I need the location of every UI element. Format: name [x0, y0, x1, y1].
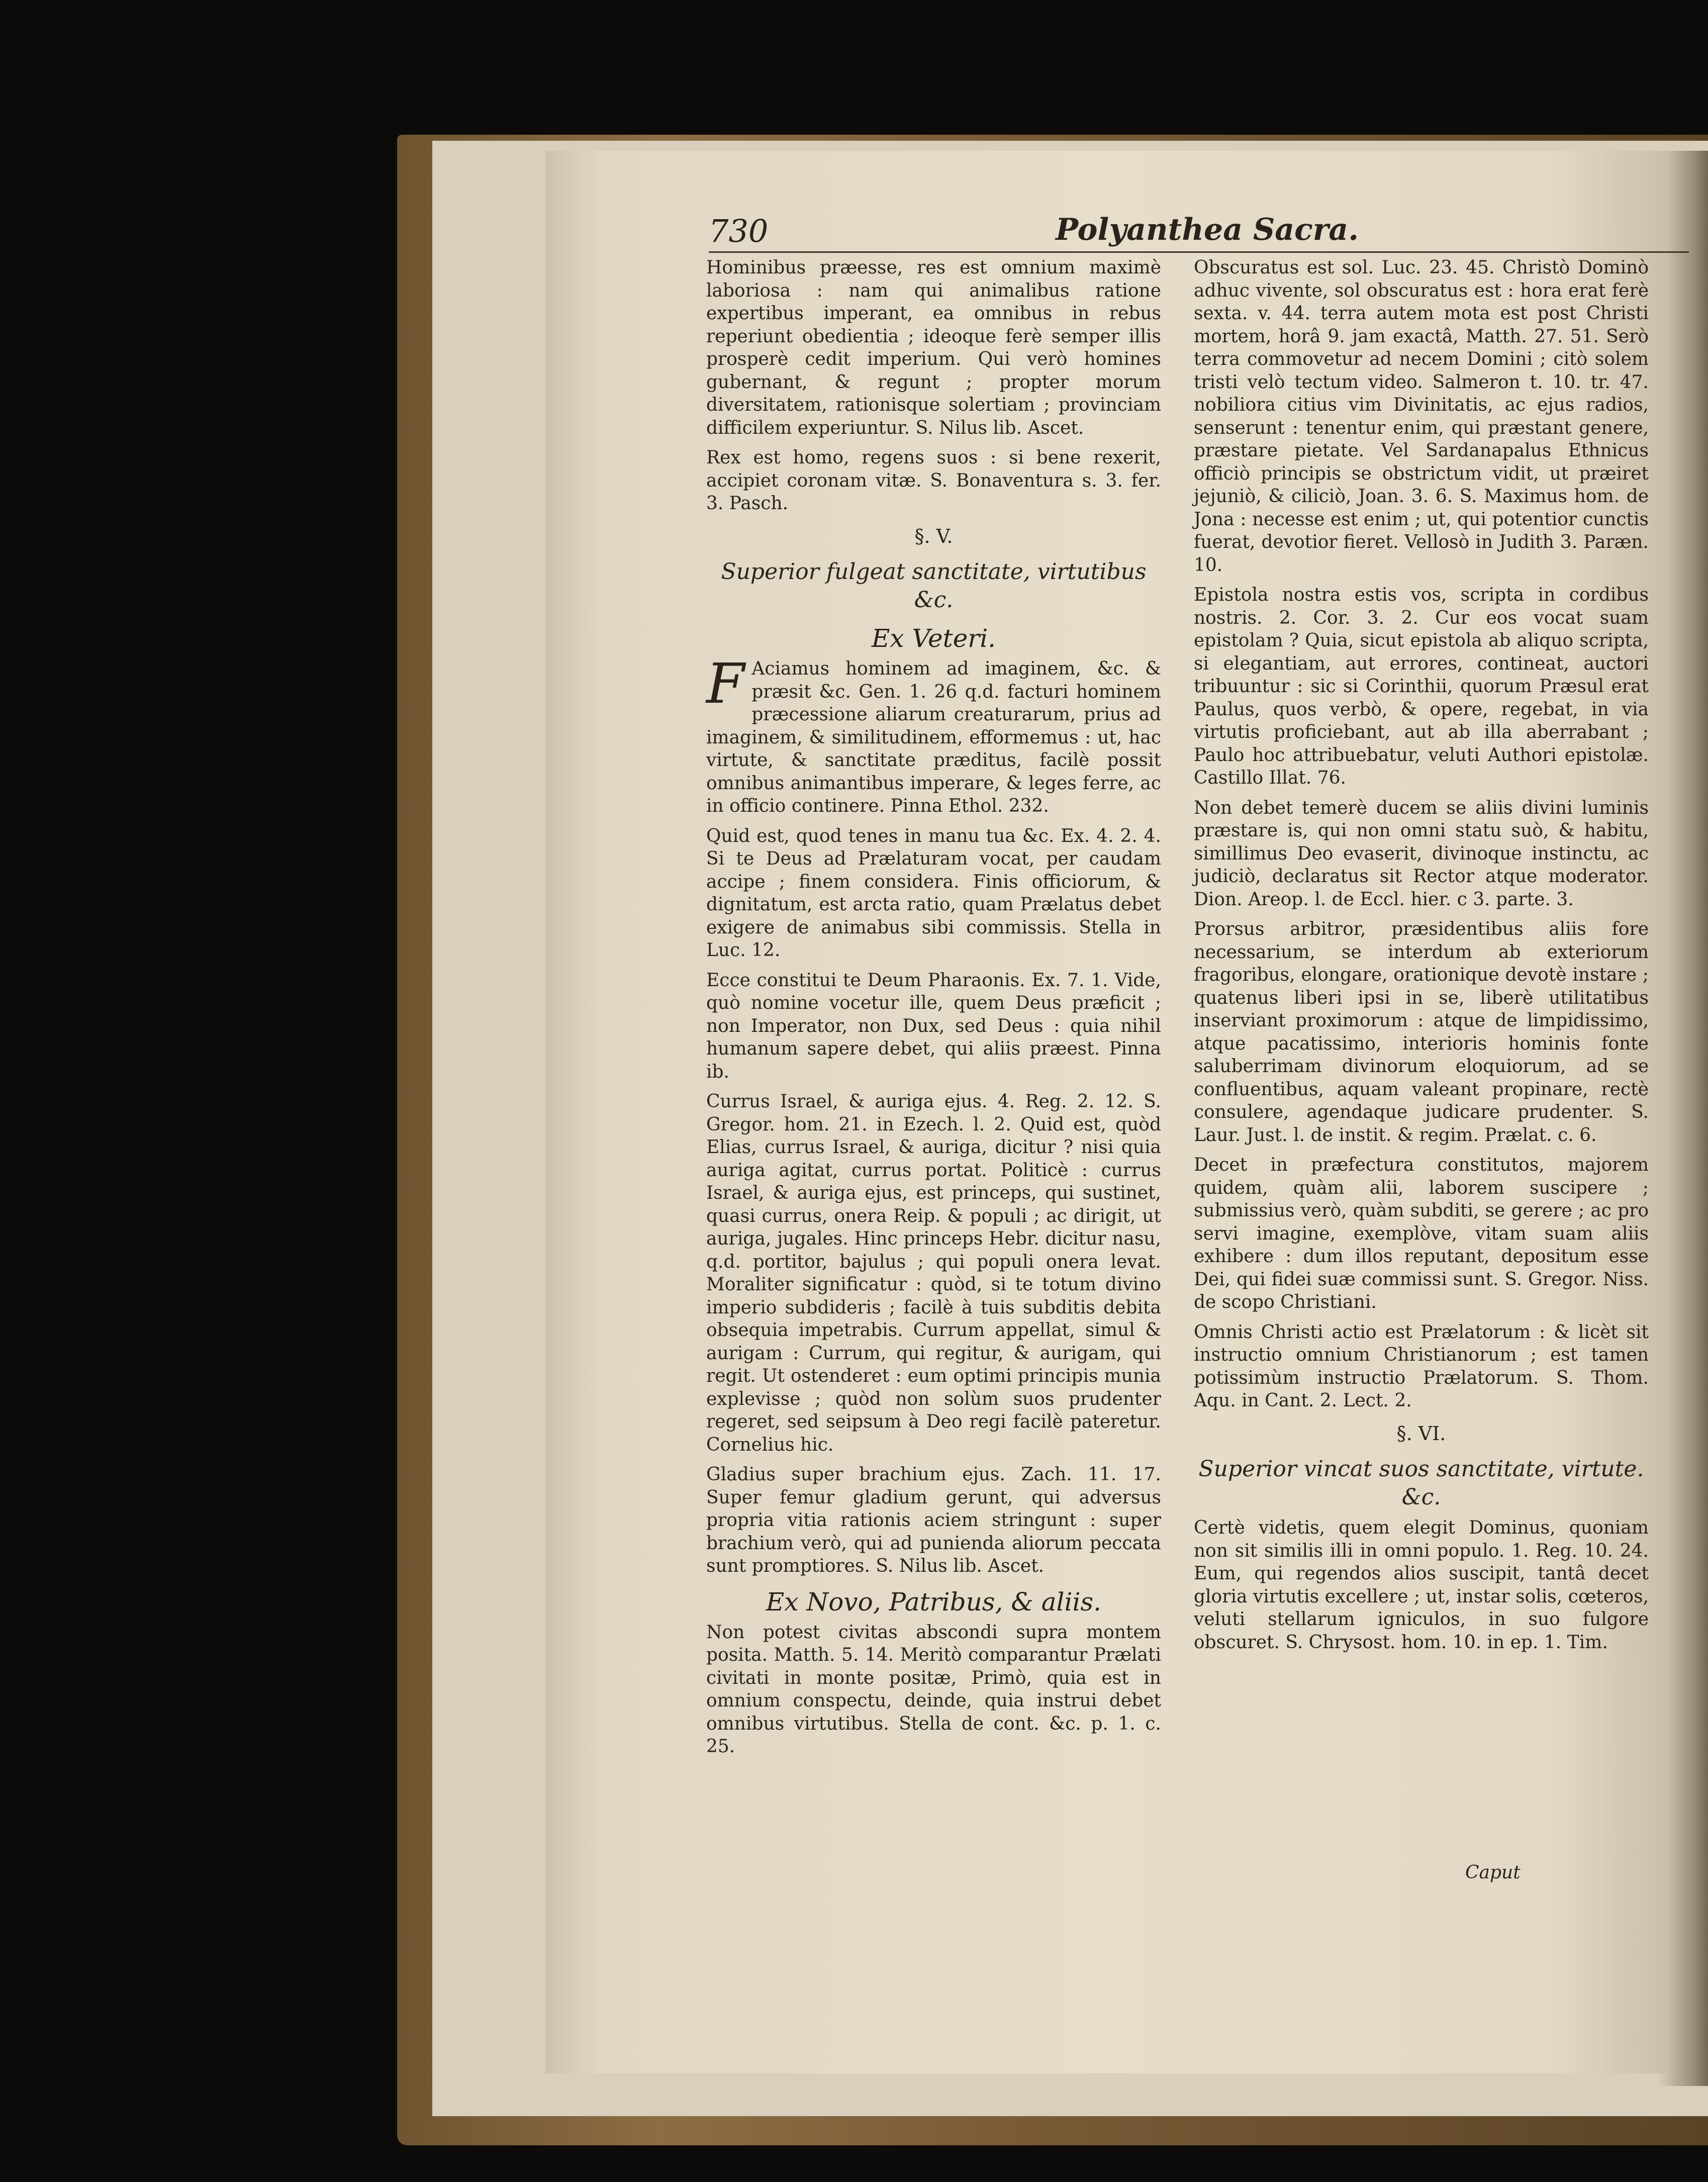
paragraph: Prorsus arbitror, præsidentibus aliis fore necessarium, se interdum ab exteriorum fragoribus, elongare, orationique devotè instare ; quatenus liberi ipsi in se, liberè utilitatibus inserviant proximorum : atque de limpidissimo, atque pacatissimo, interioris hominis fonte saluberrimam divinorum eloquiorum, ad se confluentibus, aquam valeant propinare, rectè consulere, agendaque judicare prudenter. S. Laur. Just. l. de instit. & regim. Prælat. c. 6.: [1194, 919, 1649, 1146]
paragraph: Hominibus præesse, res est omnium maximè laboriosa : nam qui animalibus ratione expertibus imperant, ea omnibus in rebus reperiunt obedientia ; ideoque ferè semper illis prosperè cedit imperium. Qui verò homines gubernant, & regunt ; propter morum diversitatem, rationisque solertiam ; provinciam difficilem experiuntur. S. Nilus lib. Ascet.: [706, 257, 1161, 438]
paragraph: Currus Israel, & auriga ejus. 4. Reg. 2. 12. S. Gregor. hom. 21. in Ezech. l. 2. Quid est, quòd Elias, currus Israel, & auriga, dicitur ? nisi quia auriga agitat, currus portat. Politicè : currus Israel, & auriga ejus, est princeps, qui sustinet, quasi currus, onera Reip. & populi ; ac dirigit, ut auriga, jugales. Hinc princeps Hebr. dicitur nasu, q.d. portitor, bajulus ; qui populi onera levat. Moraliter significatur : quòd, si te totum divino imperio subdideris ; facilè à tuis subditis debita obsequia impetrabis. Currum appellat, simul & aurigam : Currum, qui regitur, & aurigam, qui regit. Ut ostenderet : eum optimi principis munia explevisse ; quòd non solùm suos prudenter regeret, sed seipsum à Deo regi facilè pateretur. Cornelius hic.: [706, 1091, 1161, 1455]
page-number: 730: [709, 213, 769, 249]
paragraph: Certè videtis, quem elegit Dominus, quoniam non sit similis illi in omni populo. 1. Reg. 10. 24. Eum, qui regendos alios suscipit, tantâ decet gloria virtutis excellere ; ut, instar solis, cœteros, veluti stellarum igniculos, in suo fulgore obscuret. S. Chrysost. hom. 10. in ep. 1. Tim.: [1194, 1517, 1649, 1653]
paragraph: Decet in præfectura constitutos, majorem quidem, quàm alii, laborem suscipere ; submissius verò, quàm subditi, se gerere ; ac pro servi imagine, exemplòve, vitam suam aliis exhibere : dum illos reputant, depositum esse Dei, qui fidei suæ commissi sunt. S. Gregor. Niss. de scopo Christiani.: [1194, 1155, 1649, 1312]
book-page: [545, 151, 1666, 2073]
page-header: [709, 209, 1689, 253]
subheading-ex-veteri: Ex Veteri.: [871, 624, 996, 653]
paragraph: Ecce constitui te Deum Pharaonis. Ex. 7. 1. Vide, quò nomine vocetur ille, quem Deus præficit ; non Imperator, non Dux, sed Deus : quia nihil humanum sapere debet, qui aliis præest. Pinna ib.: [706, 970, 1161, 1082]
paragraph: Rex est homo, regens suos : si bene rexerit, accipiet coronam vitæ. S. Bonaventura s. 3. fer. 3. Pasch.: [706, 447, 1161, 514]
left-column: [706, 256, 1161, 1765]
section-number: §. VI.: [1396, 1422, 1446, 1445]
section-number: §. V.: [914, 525, 953, 547]
right-column: [1194, 256, 1649, 1661]
drop-cap: F: [706, 651, 745, 716]
paragraph: Quid est, quod tenes in manu tua &c. Ex. 4. 2. 4. Si te Deus ad Prælaturam vocat, per caudam accipe ; finem considera. Finis officiorum, & dignitatum, est arcta ratio, quam Prælatus debet exigere de animabus sibi commissis. Stella in Luc. 12.: [706, 825, 1161, 961]
paragraph: Non potest civitas abscondi supra montem posita. Matth. 5. 14. Meritò comparantur Prælati civitati in monte positæ, Primò, quia est in omnium conspectu, deinde, quia instrui debet omnibus virtutibus. Stella de cont. &c. p. 1. c. 25.: [706, 1622, 1161, 1757]
running-title: Polyanthea Sacra.: [1056, 212, 1359, 247]
paragraph-dropcap: [706, 651, 1161, 818]
paragraph: Omnis Christi actio est Prælatorum : & licèt sit instructio omnium Christianorum ; est tamen potissimùm instructio Prælatorum. S. Thom. Aqu. in Cant. 2. Lect. 2.: [1194, 1321, 1649, 1411]
paragraph: Non debet temerè ducem se aliis divini luminis præstare is, qui non omni statu suò, & habitu, simillimus Deo evaserit, divinoque instinctu, ac judiciò, declaratus sit Rector atque moderator. Dion. Areop. l. de Eccl. hier. c 3. parte. 3.: [1194, 797, 1649, 910]
paragraph: Obscuratus est sol. Luc. 23. 45. Christò Dominò adhuc vivente, sol obscuratus est : hora erat ferè sexta. v. 44. terra autem mota est post Christi mortem, horâ 9. jam exactâ, Matth. 27. 51. Serò terra commovetur ad necem Domini ; citò solem tristi velò tectum video. Salmeron t. 10. tr. 47. nobiliora citius vim Divinitatis, ac ejus radios, senserunt : tenentur enim, qui præstant genere, præstare pietate. Vel Sardanapalus Ethnicus officiò principis se obstrictum vidit, ut præiret jejuniò, & ciliciò, Joan. 3. 6. S. Maximus hom. de Jona : necesse est enim ; ut, qui potentior cunctis fuerat, devotior fieret. Vellosò in Judith 3. Paræn. 10.: [1194, 257, 1649, 576]
subheading-ex-novo: Ex Novo, Patribus, & aliis.: [766, 1587, 1102, 1617]
paragraph: Epistola nostra estis vos, scripta in cordibus nostris. 2. Cor. 3. 2. Cur eos vocat suam epistolam ? Quia, sicut epistola ab aliquo scripta, si elegantiam, aut errores, contineat, auctori tribuuntur : sic si Corinthii, quorum Præsul erat Paulus, quos verbò, & opere, regebat, in via virtutis proficiebant, aut ab illa aberrabant ; Paulo hoc attribuebatur, veluti Authori epistolæ. Castillo Illat. 76.: [1194, 585, 1649, 788]
paragraph-text: Aciamus hominem ad imaginem, &c. & præsit &c. Gen. 1. 26 q.d. facturi hominem præcessione aliarum creaturarum, prius ad imaginem, & similitudinem, efformemus : ut, hac virtute, & sanctitate præditus, facilè possit omnibus animantibus imperare, & leges ferre, ac in officio continere. Pinna Ethol. 232.: [706, 658, 1161, 816]
section-heading: Superior vincat suos sanctitate, virtute. &c.: [1198, 1456, 1644, 1510]
section-heading: Superior fulgeat sanctitate, virtutibus &c.: [721, 559, 1147, 613]
paragraph: Gladius super brachium ejus. Zach. 11. 17. Super femur gladium gerunt, qui adversus propria vitia rationis aciem stringunt : super brachium verò, qui ad punienda aliorum peccata sunt promptiores. S. Nilus lib. Ascet.: [706, 1464, 1161, 1576]
catchword: Caput: [1465, 1862, 1521, 1883]
